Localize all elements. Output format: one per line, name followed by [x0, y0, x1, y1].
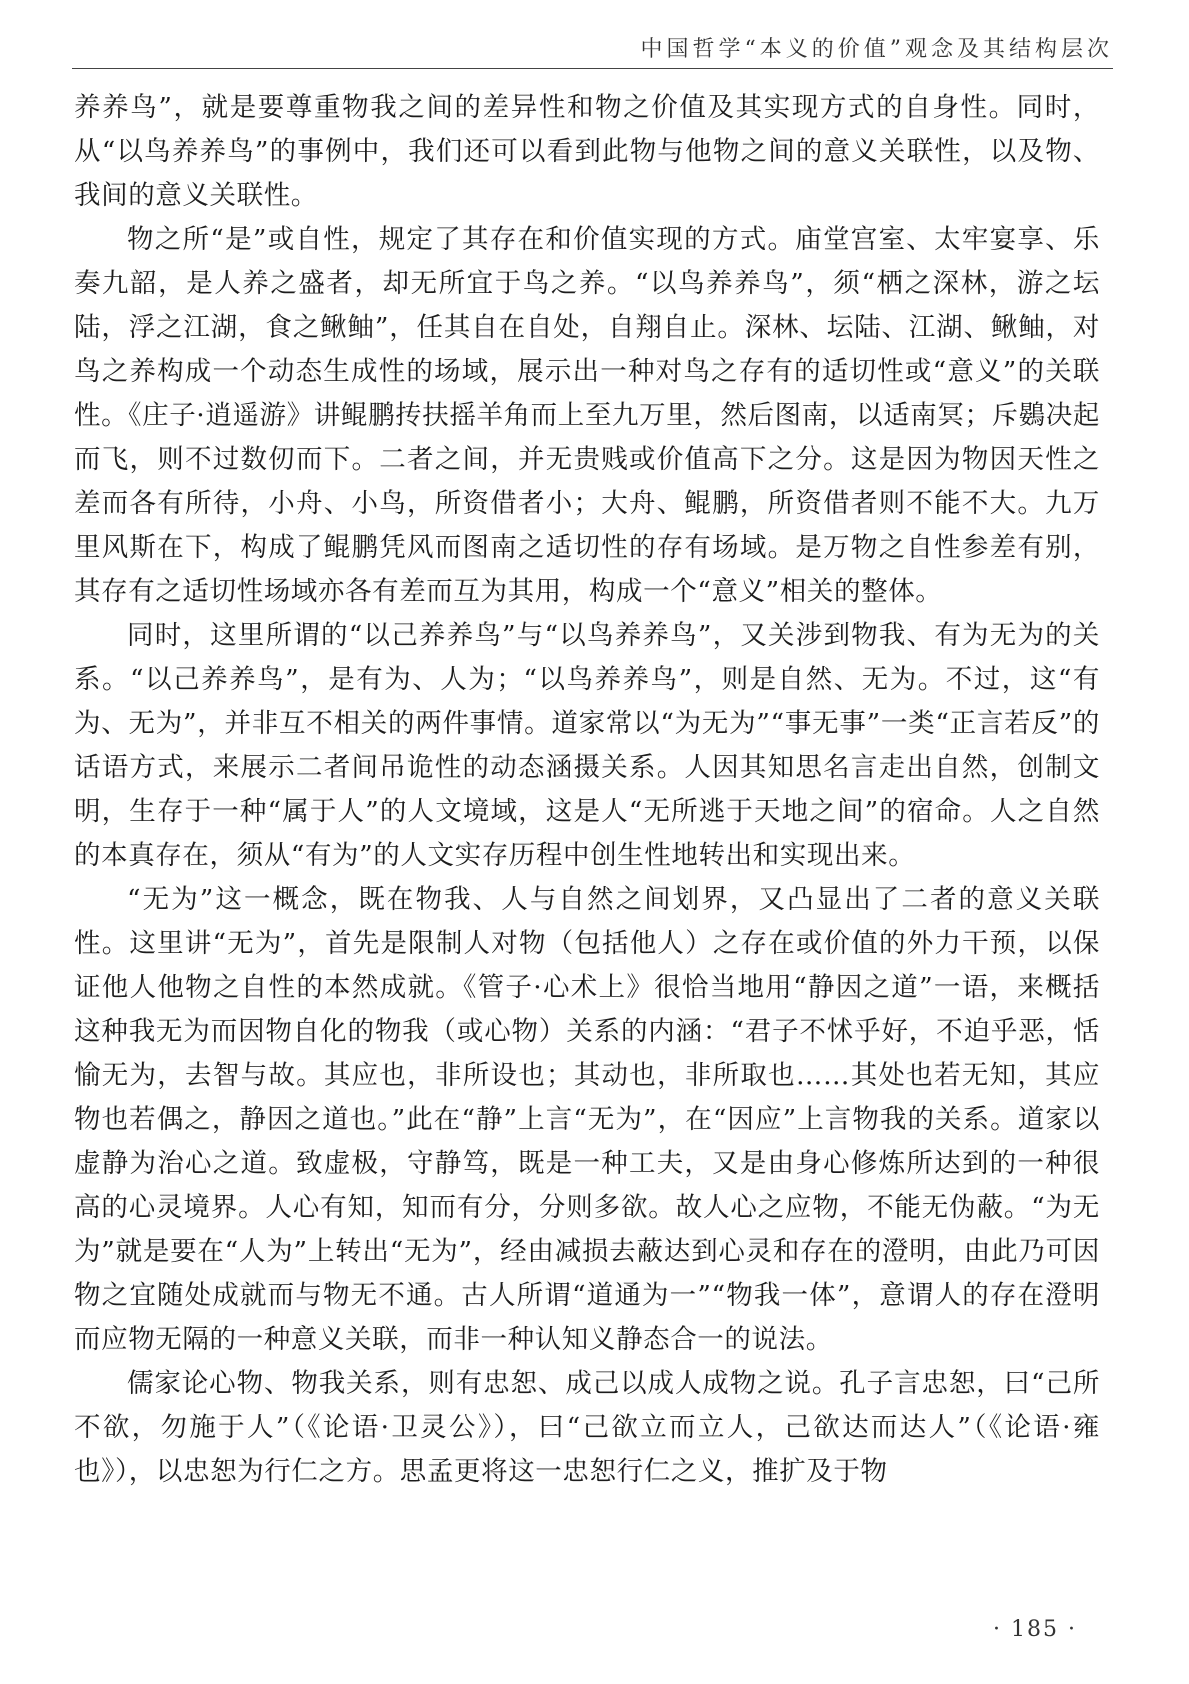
- paragraph-1: 养养鸟”，就是要尊重物我之间的差异性和物之价值及其实现方式的自身性。同时，从“以鸟养养鸟”的事例中，我们还可以看到此物与他物之间的意义关联性，以及物、我间的意义关联性。: [74, 92, 1100, 211]
- page-number: · 185 ·: [993, 1617, 1077, 1642]
- body-text: [74, 86, 1100, 1494]
- paragraph-2: 物之所“是”或自性，规定了其存在和价值实现的方式。庙堂宫室、太牢宴享、乐奏九韶，是人养之盛者，却无所宜于鸟之养。“以鸟养养鸟”，须“栖之深林，游之坛陆，浮之江湖，食之鳅鲉”，任其自在自处，自翔自止。深林、坛陆、江湖、鳅鲉，对鸟之养构成一个动态生成性的场域，展示出一种对鸟之存有的适切性或“意义”的关联性。《庄子·逍遥游》讲鲲鹏抟扶摇羊角而上至九万里，然后图南，以适南冥；斥鷃决起而飞，则不过数仞而下。二者之间，并无贵贱或价值高下之分。这是因为物因天性之差而各有所待，小舟、小鸟，所资借者小；大舟、鲲鹏，所资借者则不能不大。九万里风斯在下，构成了鲲鹏凭风而图南之适切性的存有场域。是万物之自性参差有别，其存有之适切性场域亦各有差而互为其用，构成一个“意义”相关的整体。: [74, 224, 1100, 607]
- running-header-title: 中国哲学“本义的价值”观念及其结构层次: [640, 37, 1113, 62]
- paragraph-3: 同时，这里所谓的“以己养养鸟”与“以鸟养养鸟”，又关涉到物我、有为无为的关系。“以己养养鸟”，是有为、人为；“以鸟养养鸟”，则是自然、无为。不过，这“有为、无为”，并非互不相关的两件事情。道家常以“为无为”“事无事”一类“正言若反”的话语方式，来展示二者间吊诡性的动态涵摄关系。人因其知思名言走出自然，创制文明，生存于一种“属于人”的人文境域，这是人“无所逃于天地之间”的宿命。人之自然的本真存在，须从“有为”的人文实存历程中创生性地转出和实现出来。: [74, 620, 1100, 871]
- paragraph-5: 儒家论心物、物我关系，则有忠恕、成己以成人成物之说。孔子言忠恕，曰“己所不欲，勿施于人”（《论语·卫灵公》），曰“己欲立而立人，己欲达而达人”（《论语·雍也》），以忠恕为行仁之方。思孟更将这一忠恕行仁之义，推扩及于物: [74, 1368, 1100, 1487]
- paragraph-4: “无为”这一概念，既在物我、人与自然之间划界，又凸显出了二者的意义关联性。这里讲“无为”，首先是限制人对物（包括他人）之存在或价值的外力干预，以保证他人他物之自性的本然成就。《管子·心术上》很恰当地用“静因之道”一语，来概括这种我无为而因物自化的物我（或心物）关系的内涵：“君子不怵乎好，不迫乎恶，恬愉无为，去智与故。其应也，非所设也；其动也，非所取也……其处也若无知，其应物也若偶之，静因之道也。”此在“静”上言“无为”，在“因应”上言物我的关系。道家以虚静为治心之道。致虚极，守静笃，既是一种工夫，又是由身心修炼所达到的一种很高的心灵境界。人心有知，知而有分，分则多欲。故人心之应物，不能无伪蔽。“为无为”就是要在“人为”上转出“无为”，经由减损去蔽达到心灵和存在的澄明，由此乃可因物之宜随处成就而与物无不通。古人所谓“道通为一”“物我一体”，意谓人的存在澄明而应物无隔的一种意义关联，而非一种认知义静态合一的说法。: [74, 884, 1100, 1355]
- header-divider: [72, 68, 1113, 69]
